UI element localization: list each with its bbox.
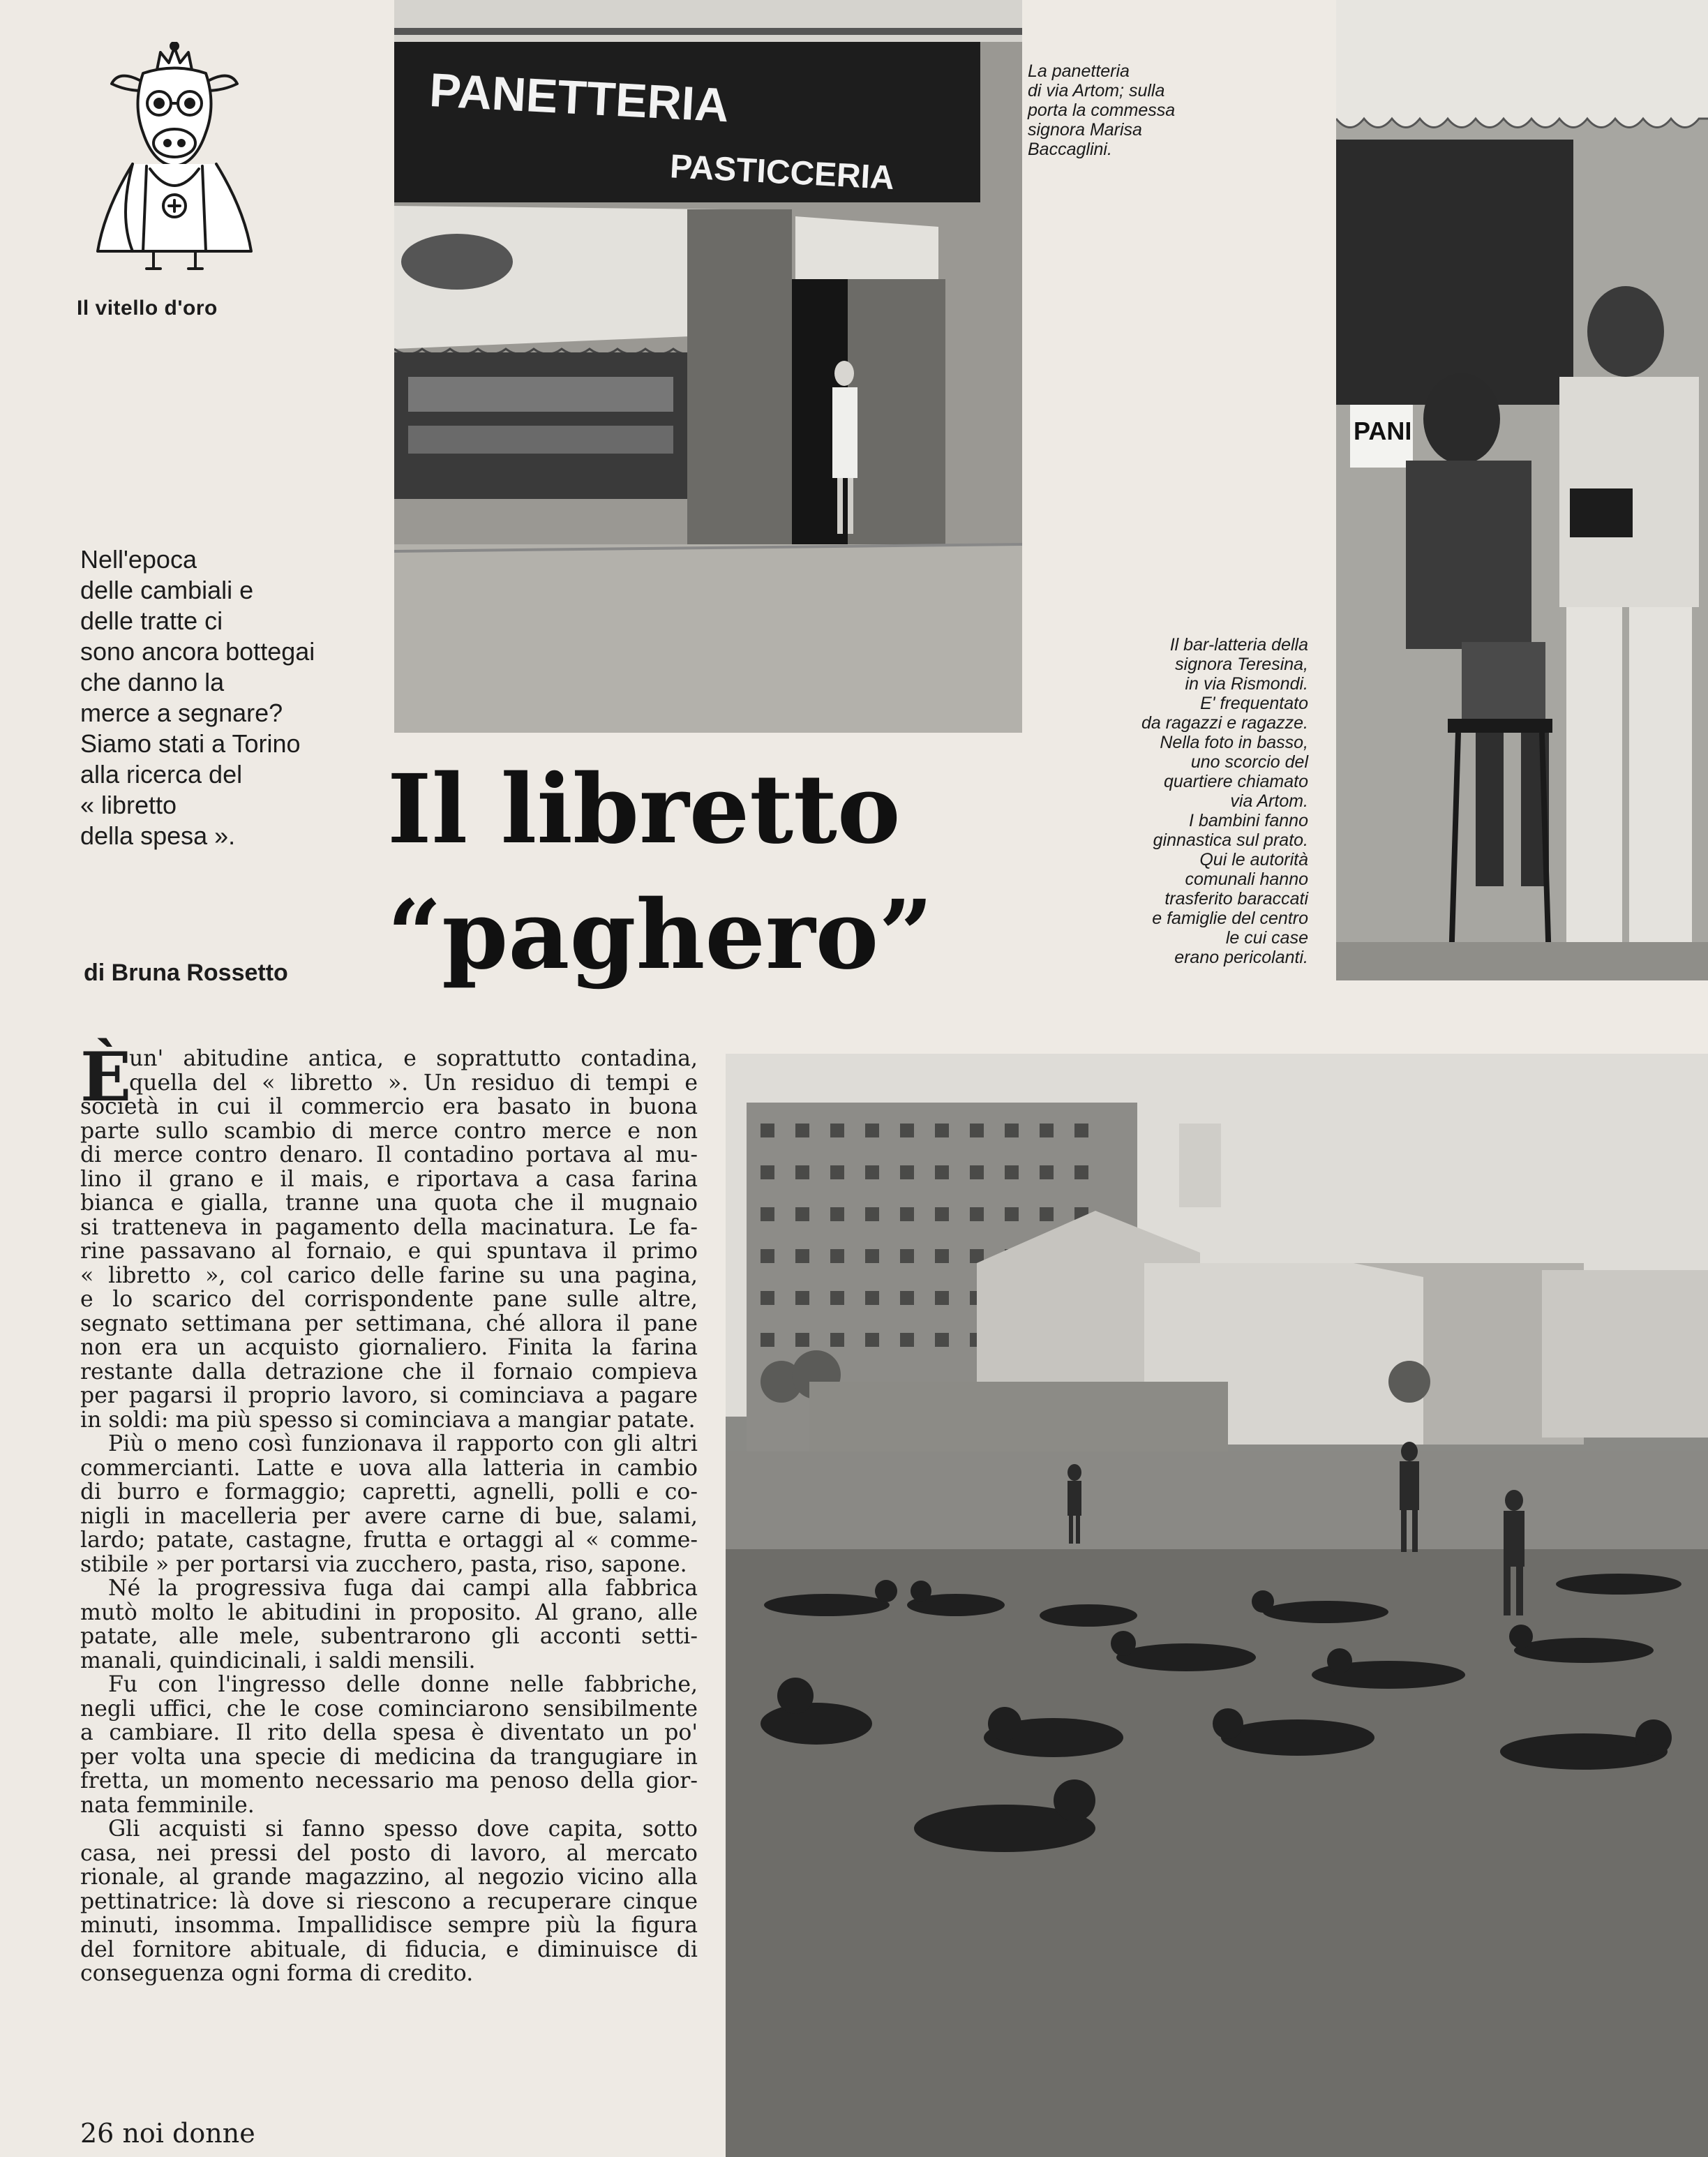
caption-line: da ragazzi e ragazze. — [1141, 713, 1308, 733]
bar-photo-caption — [1078, 635, 1308, 967]
article-line: Più o meno così funzionava il rapporto con gli altri — [108, 1431, 698, 1456]
article-line: mutò molto le abitudini in proposito. Al grano, alle — [80, 1599, 698, 1625]
logo-caption: Il vitello d'oro — [77, 297, 218, 320]
article-line: minuti, insomma. Impallidisce sempre più la figura — [80, 1913, 698, 1938]
standfirst-line: della spesa ». — [80, 821, 236, 850]
caption-line: porta la commessa — [1028, 100, 1176, 120]
page-number: 26 — [80, 2118, 114, 2149]
bar-window-sign: PANI — [1354, 417, 1412, 445]
caption-line: in via Rismondi. — [1185, 674, 1308, 694]
article-line: nigli in macelleria per avere carne di bue, salami, — [80, 1503, 698, 1529]
article-line: a cambiare. Il rito della spesa è diventato un po' — [80, 1720, 698, 1745]
caption-line: Il bar-latteria della — [1169, 635, 1308, 655]
article-line: commercianti. Latte e uova alla latteria in cambio — [80, 1455, 698, 1481]
caption-line: uno scorcio del — [1190, 752, 1308, 772]
article-line: bianca e gialla, tranne una quota che il mugnaio — [80, 1191, 698, 1216]
standfirst-line: Siamo stati a Torino — [80, 729, 301, 758]
magazine-name: noi donne — [122, 2118, 255, 2149]
article-line: Fu con l'ingresso delle donne nelle fabbriche, — [108, 1672, 698, 1697]
caption-line: I bambini fanno — [1189, 811, 1308, 830]
kids-exercising-photo — [726, 1054, 1708, 2157]
article-line: non era un acquisto giornaliero. Finita la farina — [80, 1335, 698, 1360]
article-line: negli uffici, che le cose cominciarono sensibilmente — [80, 1696, 698, 1722]
article-line: rine passavano al fornaio, e qui spuntava il primo — [80, 1239, 698, 1264]
bakery-sign-line1: PANETTERIA — [428, 63, 731, 133]
caption-line: di via Artom; sulla — [1028, 81, 1165, 100]
caption-line: le cui case — [1225, 928, 1308, 948]
caption-line: E' frequentato — [1200, 694, 1308, 713]
caption-line: signora Teresina, — [1175, 655, 1308, 674]
caption-line: Baccaglini. — [1028, 140, 1112, 159]
caption-line: quartiere chiamato — [1163, 772, 1308, 791]
caption-line: La panetteria — [1028, 61, 1130, 81]
bakery-sign-line2: PASTICCERIA — [668, 148, 896, 197]
byline: di Bruna Rossetto — [84, 960, 288, 986]
article-line: lino il grano e il mais, e riportava a casa farina — [80, 1166, 698, 1192]
bakery-photo-caption — [1028, 61, 1258, 159]
caption-line: Nella foto in basso, — [1160, 733, 1308, 752]
article-line: quella del « libretto ». Un residuo di tempi e — [129, 1070, 698, 1096]
article-line: e lo scarico del corrispondente pane sulle altre, — [80, 1287, 698, 1312]
article-line: conseguenza ogni forma di credito. — [80, 1961, 474, 1986]
standfirst-line: sono ancora bottegai — [80, 637, 315, 666]
article-line: pettinatrice: là dove si riescono a recuperare cinque — [80, 1888, 698, 1914]
caption-line: ginnastica sul prato. — [1153, 830, 1308, 850]
bakery-photo — [394, 0, 1022, 733]
article-line: fretta, un momento necessario ma penoso della gior- — [80, 1768, 698, 1793]
caption-line: via Artom. — [1230, 791, 1308, 811]
standfirst — [80, 544, 359, 851]
article-line: lardo; patate, castagne, frutta e ortaggi al « comme- — [80, 1528, 698, 1553]
standfirst-line: Nell'epoca — [80, 545, 197, 574]
standfirst-line: « libretto — [80, 791, 177, 819]
article-line: di burro e formaggio; capretti, agnelli, polli e co- — [80, 1479, 698, 1505]
standfirst-line: delle cambiali e — [80, 576, 254, 604]
article-dropcap: È — [80, 1038, 132, 1117]
article-line: rionale, al grande magazzino, al negozio vicino alla — [80, 1865, 698, 1890]
article-title-line2: “paghero” — [387, 879, 934, 991]
standfirst-line: che danno la — [80, 668, 225, 696]
caption-line: trasferito baraccati — [1164, 889, 1308, 909]
golden-calf-mascot-icon — [91, 42, 258, 272]
bar-latteria-photo — [1336, 0, 1708, 980]
caption-line: erano pericolanti. — [1174, 948, 1308, 967]
article-line: parte sullo scambio di merce contro merce e non — [80, 1118, 698, 1144]
article-line: stibile » per portarsi via zucchero, pasta, riso, sapone. — [80, 1551, 687, 1577]
article-line: casa, nei pressi del posto di lavoro, al mercato — [80, 1840, 698, 1866]
article-body — [80, 1038, 698, 1986]
article-line: si tratteneva in pagamento della macinatura. Le fa- — [80, 1214, 698, 1240]
article-line: restante dalla detrazione che il fornaio compieva — [80, 1359, 698, 1384]
standfirst-line: delle tratte ci — [80, 606, 223, 635]
page-footer — [80, 2118, 255, 2149]
article-line: per volta una specie di medicina da trangugiare in — [80, 1744, 698, 1770]
article-line: un' abitudine antica, e soprattutto contadina, — [129, 1046, 698, 1071]
article-line: nata femminile. — [80, 1792, 255, 1818]
caption-line: e famiglie del centro — [1152, 909, 1308, 928]
article-line: Né la progressiva fuga dai campi alla fabbrica — [108, 1576, 698, 1601]
article-line: patate, alle mele, subentrarono gli acconti setti- — [80, 1624, 698, 1649]
standfirst-line: alla ricerca del — [80, 760, 243, 789]
article-line: Gli acquisti si fanno spesso dove capita, sotto — [108, 1816, 698, 1842]
caption-line: comunali hanno — [1185, 869, 1308, 889]
standfirst-line: merce a segnare? — [80, 699, 283, 727]
article-line: del fornitore abituale, di fiducia, e diminuisce di — [80, 1936, 698, 1962]
article-line: manali, quindicinali, i saldi mensili. — [80, 1648, 476, 1673]
article-line: segnato settimana per settimana, ché allora il pane — [80, 1311, 698, 1336]
caption-line: Qui le autorità — [1199, 850, 1308, 869]
article-line: per pagarsi il proprio lavoro, si cominciava a pagare — [80, 1383, 698, 1408]
article-line: di merce contro denaro. Il contadino portava al mu- — [80, 1142, 698, 1167]
article-line: società in cui il commercio era basato in buona — [80, 1094, 698, 1119]
article-title-line1: Il libretto — [387, 754, 901, 865]
article-line: « libretto », col carico delle farine su una pagina, — [80, 1262, 698, 1288]
caption-line: signora Marisa — [1028, 120, 1142, 140]
article-line: in soldi: ma più spesso si cominciava a mangiar patate. — [80, 1407, 696, 1433]
